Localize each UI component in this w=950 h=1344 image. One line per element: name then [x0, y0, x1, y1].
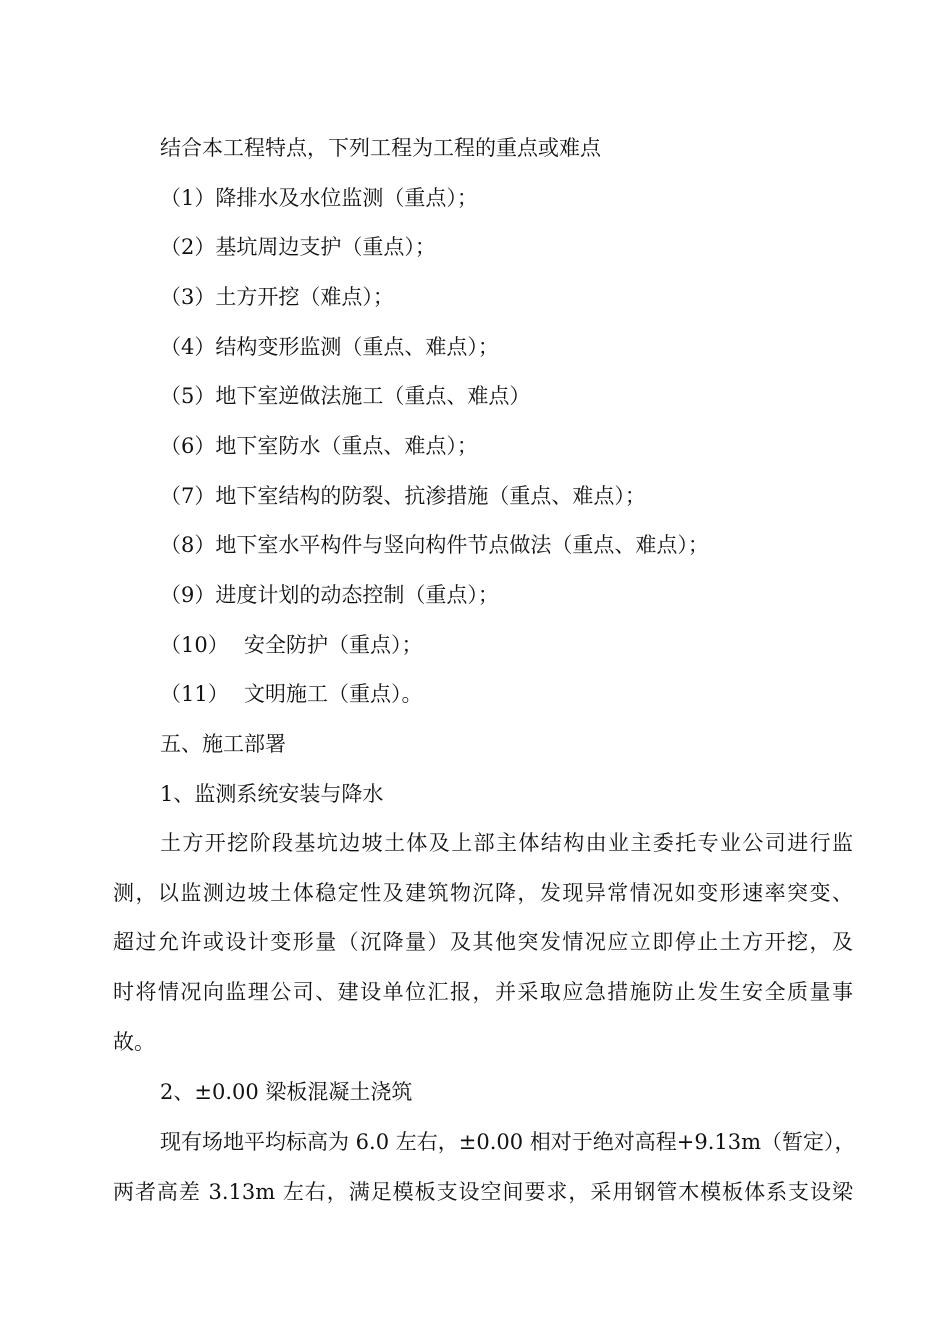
list-item-number: （1） — [160, 186, 216, 210]
section-heading: 五、施工部署 — [160, 732, 286, 756]
list-item-number: （8） — [160, 533, 216, 557]
list-item — [160, 580, 499, 610]
list-item-text: 地下室逆做法施工（重点、难点） — [215, 384, 531, 408]
paragraph-line: 两者高差 3.13m 左右，满足模板支设空间要求，采用钢管木模板体系支设梁 — [113, 1180, 853, 1204]
list-item-text: 土方开挖（难点）； — [215, 285, 394, 309]
paragraph-line: 故。 — [113, 1030, 155, 1054]
list-item — [160, 431, 478, 461]
paragraph-line: 现有场地平均标高为 6.0 左右，±0.00 相对于绝对高程+9.13m（暂定）， — [160, 1130, 856, 1154]
list-item-text: 地下室结构的防裂、抗渗措施（重点、难点）； — [215, 484, 646, 508]
list-item — [160, 381, 530, 411]
paragraph-line: 土方开挖阶段基坑边坡土体及上部主体结构由业主委托专业公司进行监 — [160, 831, 853, 855]
list-item — [160, 481, 646, 511]
list-item — [160, 232, 436, 262]
list-item-number: （5） — [160, 384, 216, 408]
intro-text: 结合本工程特点，下列工程为工程的重点或难点 — [160, 136, 601, 160]
list-item-number: （2） — [160, 235, 216, 259]
list-item-text: 降排水及水位监测（重点）； — [215, 186, 478, 210]
list-item-text: 结构变形监测（重点、难点）； — [215, 335, 499, 359]
list-item-number: （4） — [160, 335, 216, 359]
list-item-text: 文明施工（重点）。 — [244, 682, 423, 706]
list-item-text: 地下室防水（重点、难点）； — [215, 434, 478, 458]
paragraph-line: 时将情况向监理公司、建设单位汇报，并采取应急措施防止发生安全质量事 — [113, 980, 853, 1004]
list-item — [160, 679, 423, 709]
list-item-number: （6） — [160, 434, 216, 458]
paragraph-line: 测，以监测边坡土体稳定性及建筑物沉降，发现异常情况如变形速率突变、 — [113, 881, 853, 905]
list-item-number: （7） — [160, 484, 216, 508]
paragraph-line: 超过允许或设计变形量（沉降量）及其他突发情况应立即停止土方开挖，及 — [113, 930, 853, 954]
list-item-text: 安全防护（重点）； — [244, 633, 423, 657]
list-item-number: （10） — [160, 633, 229, 657]
list-item — [160, 530, 709, 560]
list-item — [160, 630, 423, 660]
list-item-number: （11） — [160, 682, 229, 706]
list-item-number: （9） — [160, 583, 216, 607]
list-item-number: （3） — [160, 285, 216, 309]
subsection-heading: 2、±0.00 梁板混凝土浇筑 — [160, 1080, 413, 1104]
list-item — [160, 282, 394, 312]
list-item-text: 地下室水平构件与竖向构件节点做法（重点、难点）； — [215, 533, 709, 557]
list-item — [160, 332, 499, 362]
list-item-text: 基坑周边支护（重点）； — [215, 235, 436, 259]
list-item — [160, 183, 478, 213]
list-item-text: 进度计划的动态控制（重点）； — [215, 583, 499, 607]
subsection-heading: 1、监测系统安装与降水 — [160, 782, 384, 806]
